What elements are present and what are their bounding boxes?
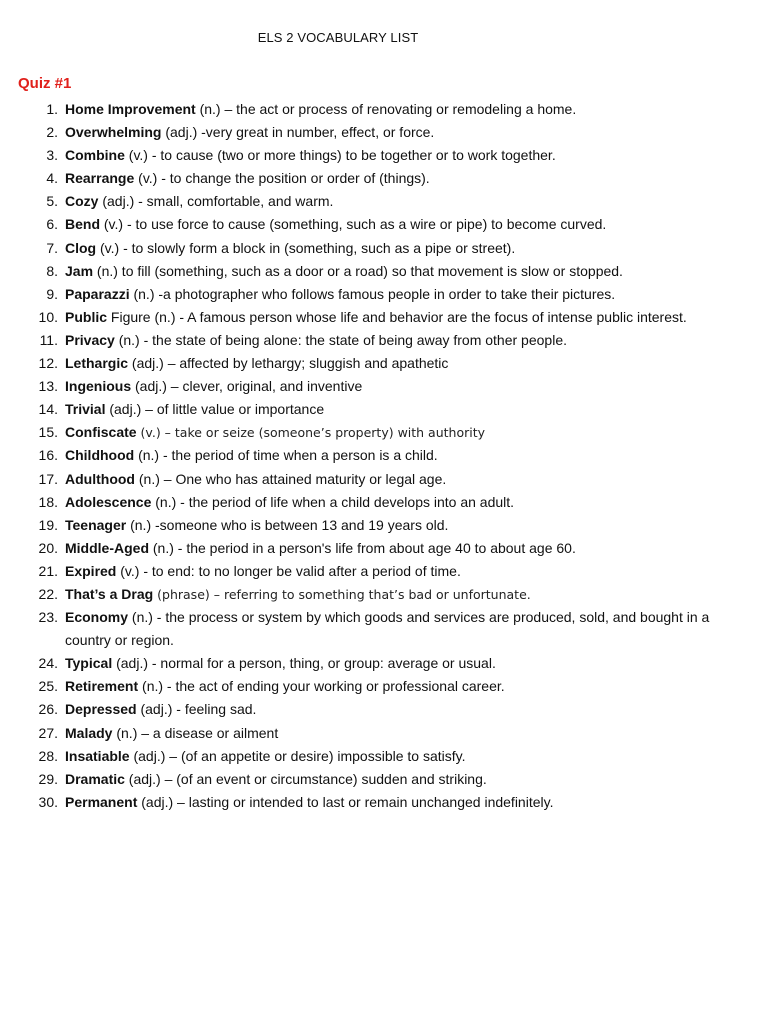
vocab-term: Economy [65,609,129,626]
list-item [0,329,768,352]
vocab-definition: (n.) – a disease or ailment [112,724,279,741]
vocab-term: Expired [65,562,117,579]
vocab-definition: (v.) - to end: to no longer be valid after a period of time. [116,562,461,579]
vocab-term: Teenager [65,516,127,533]
list-item [0,375,768,398]
list-item [0,468,768,491]
list-item [0,698,768,721]
item-number: 18. [38,493,58,510]
item-number: 3. [46,147,58,164]
list-item [0,190,768,213]
item-number: 13. [38,378,58,395]
list-item [0,398,768,421]
vocab-term: Malady [65,724,113,741]
item-number: 15. [38,424,58,441]
item-number: 6. [46,216,58,233]
vocab-definition: (n.) – the act or process of renovating or remodeling a home. [195,101,577,117]
list-item [0,722,768,745]
list-item [0,352,768,375]
vocab-term: That’s a Drag [65,585,154,602]
vocab-term: Privacy [65,331,115,348]
vocab-term: Permanent [65,793,138,810]
item-number: 1. [46,101,58,117]
vocab-definition: (adj.) – of little value or importance [105,401,325,418]
list-item [0,791,768,814]
item-number: 24. [38,655,58,672]
vocab-term: Clog [65,239,97,256]
vocab-definition: (n.) - the state of being alone: the state of being away from other people. [114,331,567,348]
vocab-definition: (n.) to fill (something, such as a door or a road) so that movement is slow or stopped. [93,262,623,279]
vocab-definition: (adj.) – lasting or intended to last or remain unchanged indefinitely. [137,793,554,810]
vocab-definition: (adj.) – clever, original, and inventive [131,378,363,395]
vocab-term: Cozy [65,193,99,210]
vocab-definition: (n.) - the period of life when a child develops into an adult. [151,493,515,510]
vocabulary-list [0,98,768,814]
vocab-term: Jam [65,262,94,279]
item-number: 14. [38,401,58,418]
list-item [0,768,768,791]
list-item [0,421,768,444]
vocab-definition: (adj.) – (of an appetite or desire) impossible to satisfy. [129,747,466,764]
item-number: 16. [38,447,58,464]
item-number: 30. [38,793,58,810]
vocab-term: Ingenious [65,378,132,395]
item-number: 28. [38,747,58,764]
item-number: 2. [46,124,58,141]
item-number: 8. [46,262,58,279]
item-number: 11. [39,331,58,348]
vocab-term: Childhood [65,447,135,464]
list-item [0,675,768,698]
list-item [0,606,768,652]
vocab-term: Paparazzi [65,285,130,302]
list-item [0,537,768,560]
vocab-definition: (n.) - the period of time when a person is a child. [134,447,438,464]
list-item [0,260,768,283]
item-number: 5. [46,193,58,210]
list-item [0,514,768,537]
vocab-definition: (phrase) – referring to something that’s bad or unfortunate. [153,586,531,602]
vocab-definition: (n.) -a photographer who follows famous people in order to take their pictures. [129,285,616,302]
list-item [0,444,768,467]
vocab-definition: (n.) -someone who is between 13 and 19 years old. [126,516,449,533]
vocab-term: Typical [65,655,113,672]
list-item [0,144,768,167]
item-number: 4. [46,170,58,187]
list-item [0,167,768,190]
vocab-definition: (adj.) -very great in number, effect, or force. [161,124,435,141]
vocab-definition: (v.) - to use force to cause (something, such as a wire or pipe) to become curved. [100,216,607,233]
list-item [0,213,768,236]
vocab-term: Overwhelming [65,124,162,141]
list-item [0,745,768,768]
vocab-term: Lethargic [65,355,129,372]
vocab-term: Public [65,308,108,325]
vocab-definition: (v.) - to slowly form a block in (something, such as a pipe or street). [96,239,516,256]
item-number: 10. [38,308,58,325]
vocab-definition: (adj.) – affected by lethargy; sluggish and apathetic [128,355,449,372]
vocab-definition: (n.) - the act of ending your working or professional career. [138,678,505,695]
item-number: 21. [38,562,58,579]
document-title: ELS 2 VOCABULARY LIST [257,30,419,45]
vocab-definition: (n.) - the process or system by which goods and services are produced, sold, and bought in a country or region. [65,609,710,649]
vocab-term: Dramatic [65,770,125,787]
list-item [0,237,768,260]
list-item [0,560,768,583]
list-item [0,491,768,514]
item-number: 7. [46,239,58,256]
item-number: 9. [46,285,58,302]
vocab-term: Home Improvement [65,101,196,117]
quiz-heading: Quiz #1 [18,75,72,92]
vocab-definition: Figure (n.) - A famous person whose life and behavior are the focus of intense public interest. [107,308,687,325]
vocab-term: Rearrange [65,170,135,187]
vocab-definition: (n.) - the period in a person's life from about age 40 to about age 60. [149,539,576,556]
item-number: 23. [38,609,58,626]
vocab-term: Retirement [65,678,139,695]
item-number: 27. [38,724,58,741]
vocab-term: Depressed [65,701,137,718]
list-item [0,583,768,606]
item-number: 12. [38,355,58,372]
vocab-term: Middle-Aged [65,539,149,556]
item-number: 29. [38,770,58,787]
list-item [0,283,768,306]
item-number: 17. [38,470,58,487]
item-number: 20. [38,539,58,556]
vocab-term: Adulthood [65,470,135,487]
list-item [0,652,768,675]
item-number: 22. [38,585,58,602]
vocab-definition: (v.) – take or seize (someone’s property) with authority [136,425,486,441]
vocab-definition: (adj.) - feeling sad. [136,701,257,718]
vocab-definition: (v.) - to change the position or order of (things). [134,170,430,187]
list-item [0,98,768,121]
vocab-definition: (adj.) - small, comfortable, and warm. [98,193,334,210]
vocab-term: Trivial [65,401,106,418]
vocab-definition: (v.) - to cause (two or more things) to be together or to work together. [124,147,556,164]
vocab-term: Bend [65,216,100,233]
vocab-definition: (adj.) – (of an event or circumstance) sudden and striking. [124,770,487,787]
item-number: 26. [38,701,58,718]
list-item [0,306,768,329]
item-number: 25. [38,678,58,695]
vocab-definition: (n.) – One who has attained maturity or legal age. [134,470,447,487]
item-number: 19. [38,516,58,533]
vocab-term: Adolescence [65,493,152,510]
vocab-term: Combine [65,147,125,164]
vocab-term: Insatiable [65,747,130,764]
vocab-term: Confiscate [65,424,137,441]
list-item [0,121,768,144]
vocab-definition: (adj.) - normal for a person, thing, or group: average or usual. [112,655,496,672]
